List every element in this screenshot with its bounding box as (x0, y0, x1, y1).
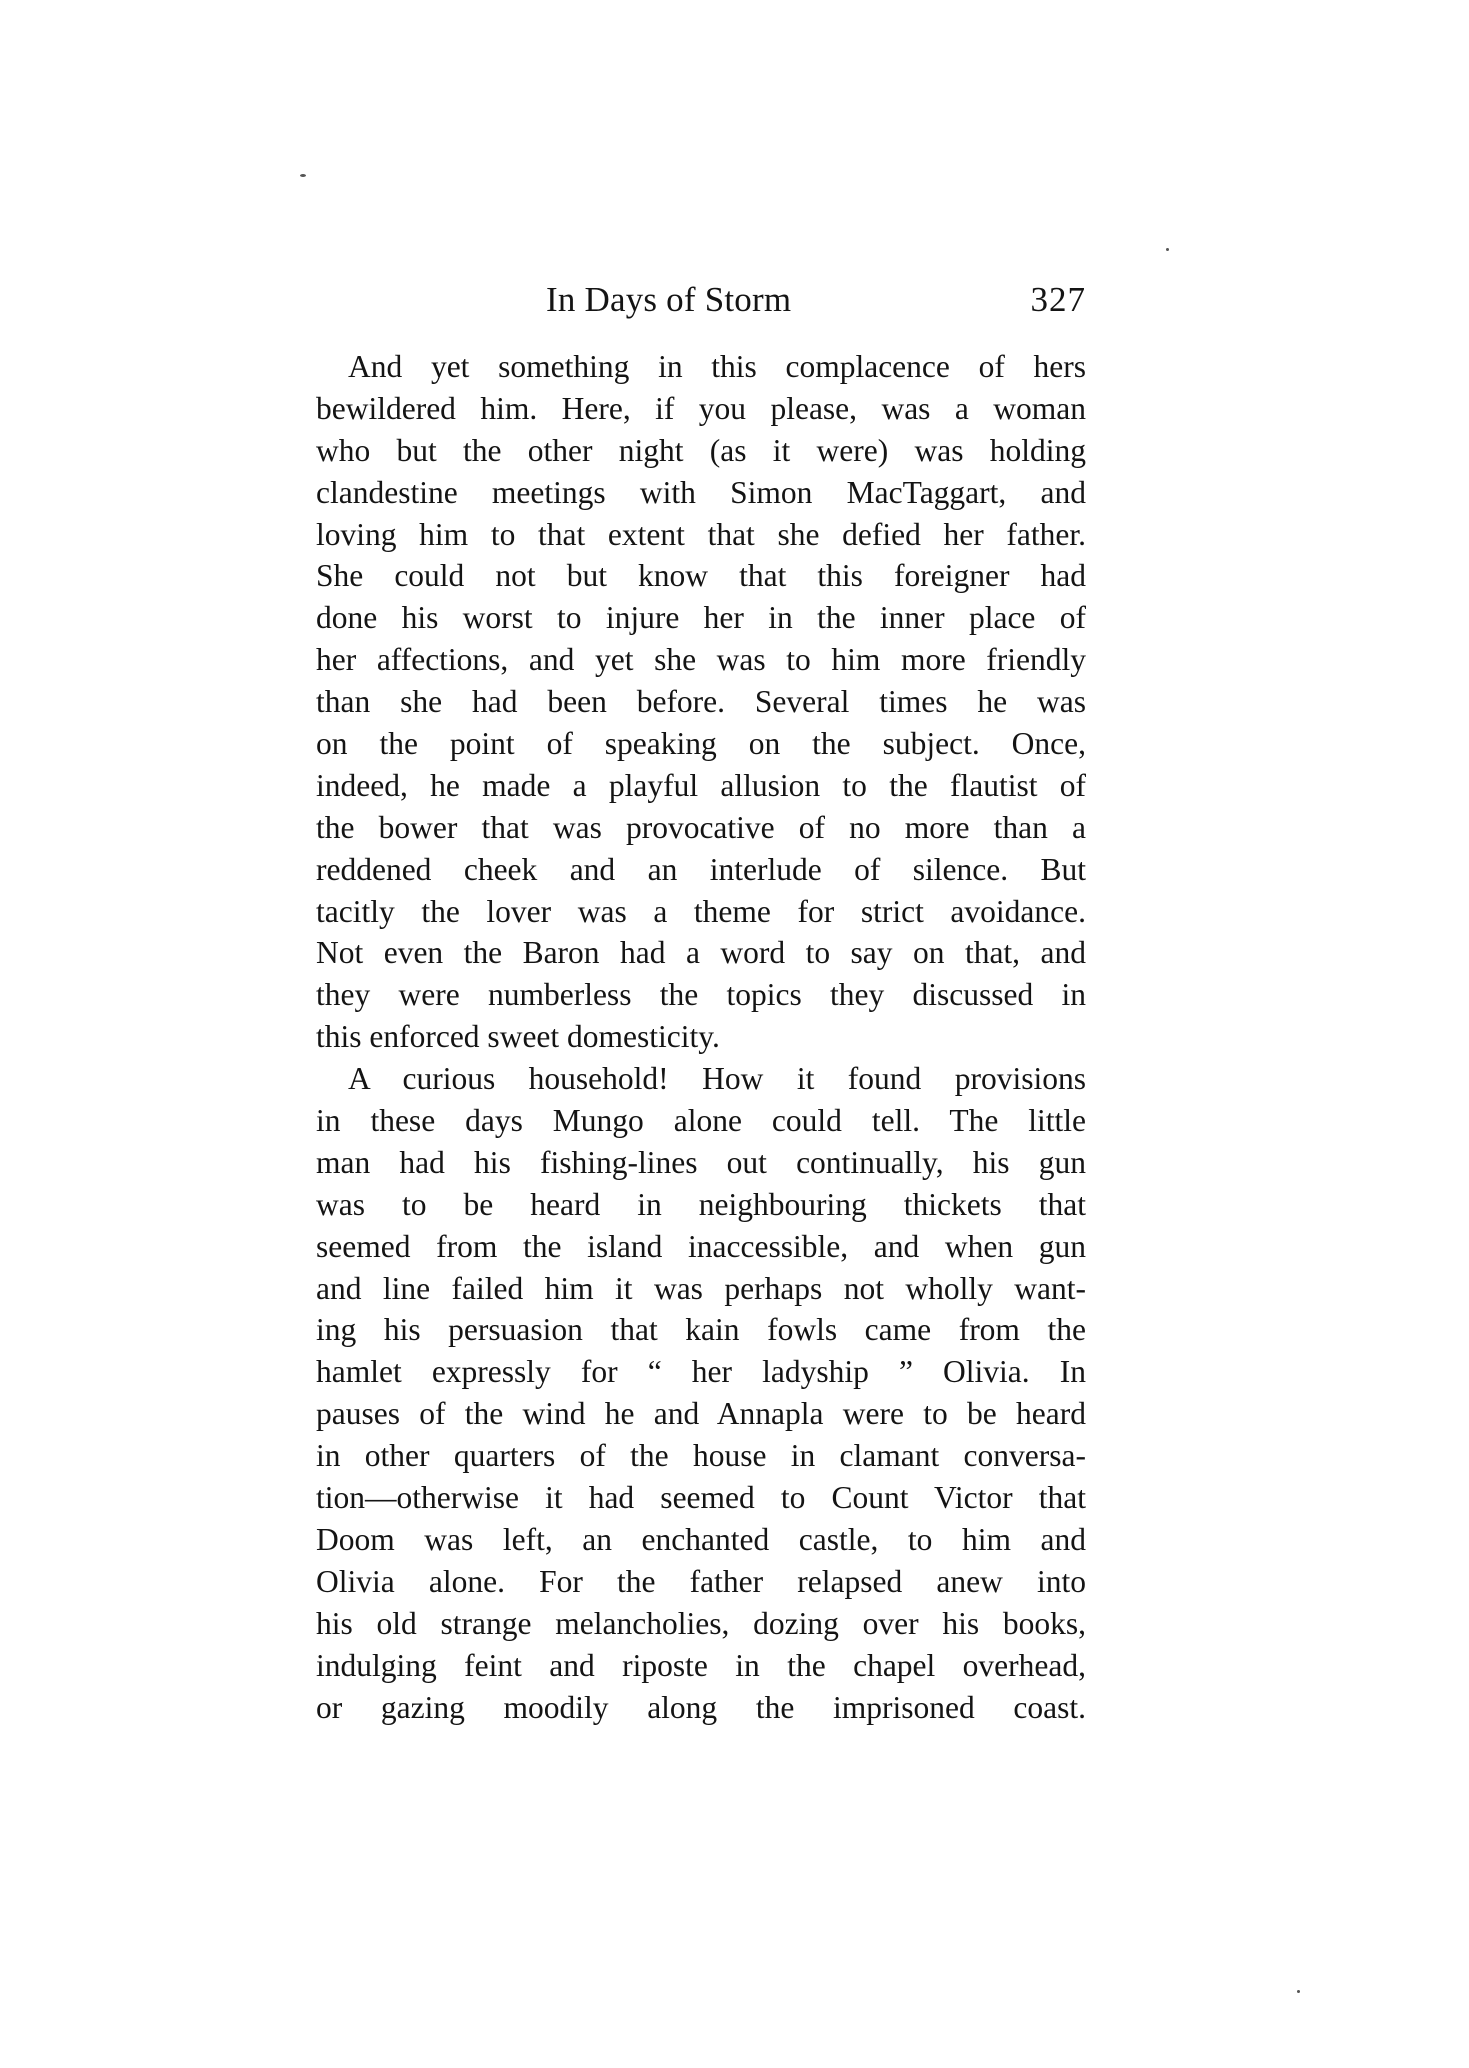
text-line: She could not but know that this foreigner had (316, 558, 1086, 594)
text-line: ing his persuasion that kain fowls came from the (316, 1312, 1086, 1348)
text-line: or gazing moodily along the imprisoned coast. (316, 1689, 1086, 1725)
text-line: who but the other night (as it were) was holding (316, 432, 1086, 468)
text-line: A curious household! How it found provisions (348, 1061, 1086, 1097)
text-line: loving him to that extent that she defied her father. (316, 516, 1086, 552)
text-line: seemed from the island inaccessible, and when gun (316, 1228, 1086, 1264)
text-line: clandestine meetings with Simon MacTaggart, and (316, 474, 1086, 510)
text-line: done his worst to injure her in the inner place of (316, 600, 1086, 636)
print-speck (1166, 248, 1169, 251)
text-line: Doom was left, an enchanted castle, to him and (316, 1521, 1086, 1557)
text-line: man had his fishing-lines out continually, his gun (316, 1144, 1086, 1180)
text-line: And yet something in this complacence of hers (348, 349, 1086, 384)
running-title: In Days of Storm (546, 280, 792, 319)
page-header (316, 270, 1086, 330)
text-line: in these days Mungo alone could tell. The little (316, 1103, 1086, 1139)
text-line: this enforced sweet domesticity. (316, 1019, 720, 1055)
page-number: 327 (1030, 280, 1086, 319)
text-line: in other quarters of the house in clamant conversa- (316, 1438, 1086, 1474)
print-speck (1297, 1990, 1300, 1993)
text-line: reddened cheek and an interlude of silence. But (316, 851, 1086, 887)
print-speck (300, 174, 306, 177)
text-line: they were numberless the topics they discussed in (316, 977, 1086, 1013)
text-line: on the point of speaking on the subject. Once, (316, 726, 1086, 762)
paragraph (316, 1058, 1086, 1728)
paragraph (316, 346, 1086, 1058)
text-line: the bower that was provocative of no more than a (316, 809, 1086, 845)
text-line: her affections, and yet she was to him more friendly (316, 642, 1086, 678)
text-line: indeed, he made a playful allusion to the flautist of (316, 767, 1086, 803)
text-line: bewildered him. Here, if you please, was a woman (316, 390, 1086, 426)
text-line: tion—otherwise it had seemed to Count Victor that (316, 1480, 1086, 1516)
text-line: and line failed him it was perhaps not wholly want- (316, 1270, 1086, 1306)
text-line: Not even the Baron had a word to say on that, and (316, 935, 1086, 971)
text-line: pauses of the wind he and Annapla were to be heard (316, 1396, 1086, 1432)
body-text (316, 346, 1086, 1728)
text-line: hamlet expressly for “ her ladyship ” Olivia. In (316, 1354, 1086, 1390)
text-line: than she had been before. Several times he was (316, 684, 1086, 720)
text-line: his old strange melancholies, dozing over his books, (316, 1605, 1086, 1641)
text-line: was to be heard in neighbouring thickets that (316, 1186, 1086, 1222)
text-line: tacitly the lover was a theme for strict avoidance. (316, 893, 1086, 929)
text-line: Olivia alone. For the father relapsed anew into (316, 1563, 1086, 1599)
text-line: indulging feint and riposte in the chapel overhead, (316, 1647, 1086, 1683)
